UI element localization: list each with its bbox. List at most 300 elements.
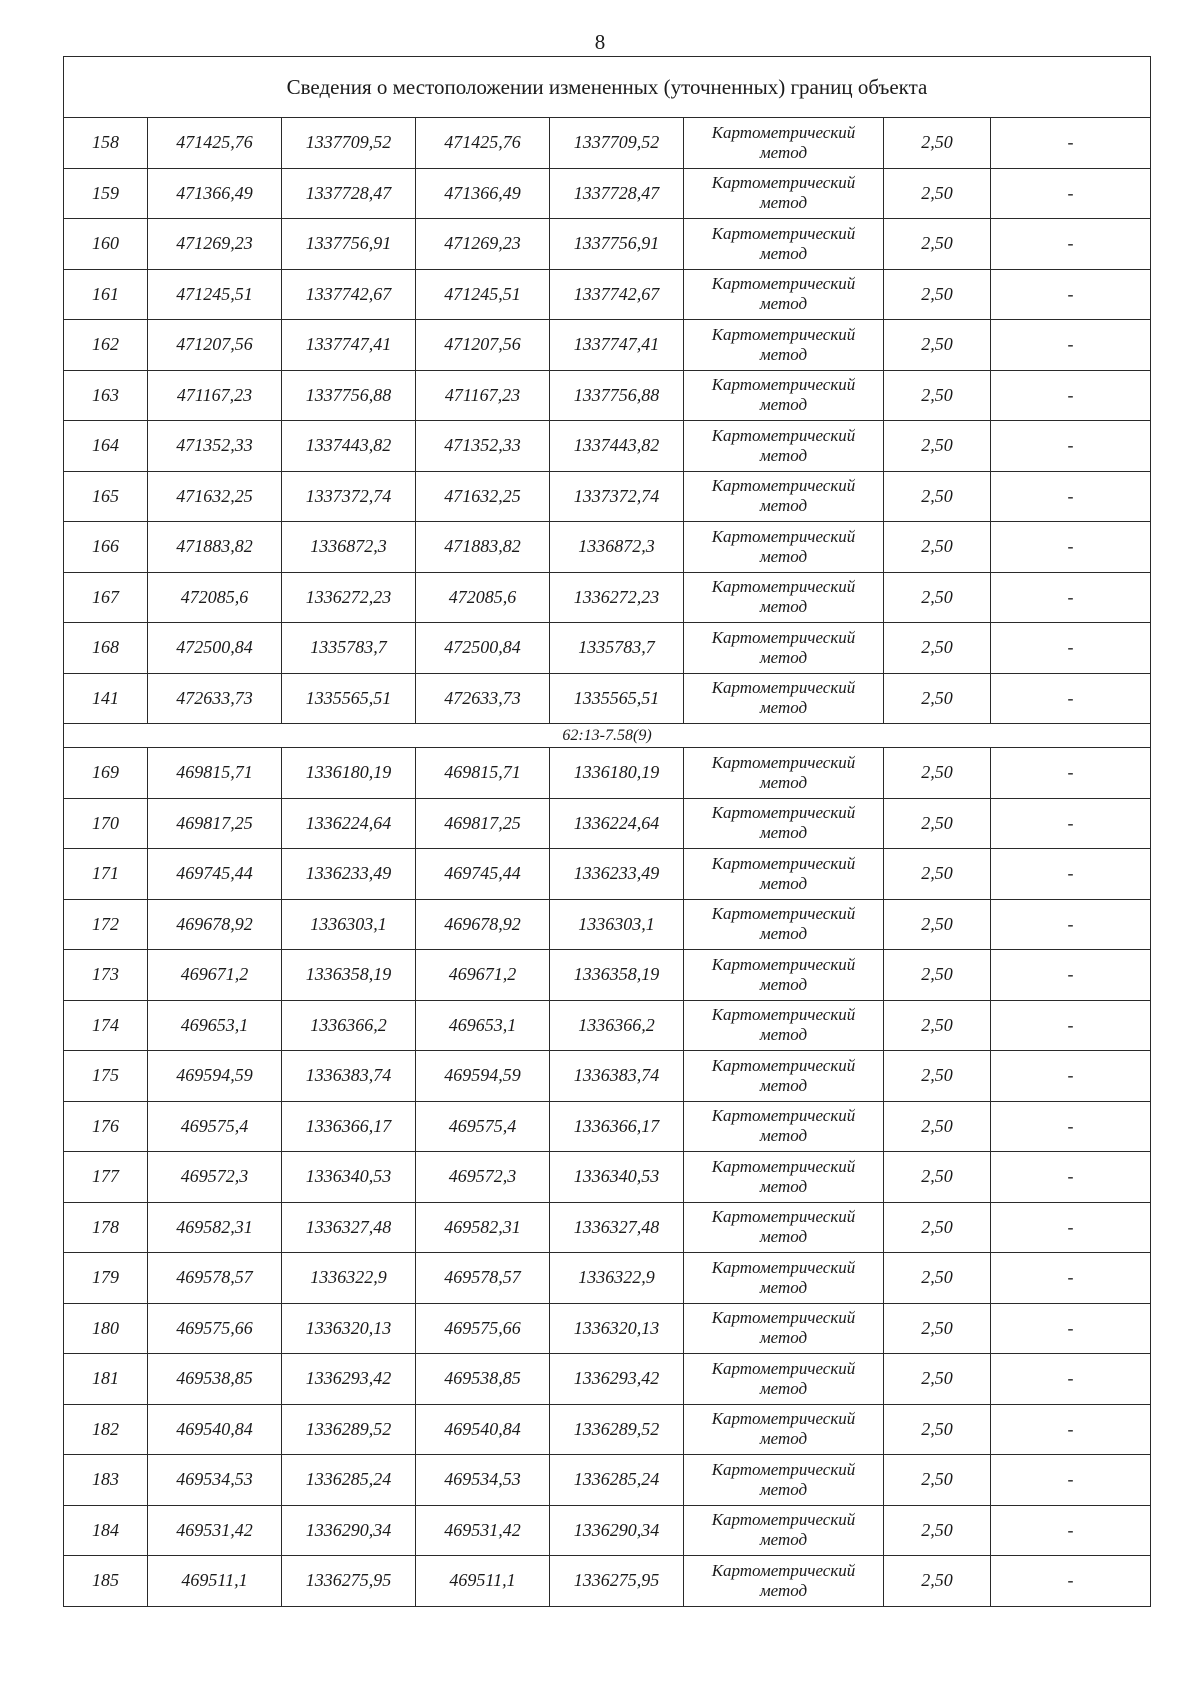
point-number: 178 (64, 1202, 148, 1253)
method-label-line2: метод (759, 924, 808, 944)
accuracy-value: 2,50 (884, 1505, 991, 1556)
table-row (64, 849, 1151, 900)
method-cell (684, 1455, 884, 1506)
point-number: 169 (64, 748, 148, 799)
description-dash: - (991, 748, 1151, 799)
existing-x: 471207,56 (148, 320, 282, 371)
method-cell (684, 118, 884, 169)
existing-x: 469582,31 (148, 1202, 282, 1253)
existing-y: 1337709,52 (282, 118, 416, 169)
refined-y: 1337756,91 (550, 219, 684, 270)
existing-x: 469575,66 (148, 1303, 282, 1354)
table-row (64, 748, 1151, 799)
existing-y: 1336224,64 (282, 798, 416, 849)
method-label-line2: метод (759, 772, 808, 792)
existing-x: 472500,84 (148, 623, 282, 674)
accuracy-value: 2,50 (884, 269, 991, 320)
table-row (64, 798, 1151, 849)
method-label-line2: метод (759, 1025, 808, 1045)
method-label-line1: Картометрический (711, 1459, 856, 1479)
existing-y: 1336272,23 (282, 572, 416, 623)
existing-x: 472633,73 (148, 673, 282, 724)
refined-y: 1336327,48 (550, 1202, 684, 1253)
refined-x: 469572,3 (416, 1152, 550, 1203)
existing-x: 469594,59 (148, 1051, 282, 1102)
accuracy-value: 2,50 (884, 421, 991, 472)
description-dash: - (991, 673, 1151, 724)
method-label-line1: Картометрический (711, 678, 856, 698)
method-label-line2: метод (759, 496, 808, 516)
refined-y: 1336285,24 (550, 1455, 684, 1506)
existing-y: 1336366,2 (282, 1000, 416, 1051)
method-cell (684, 748, 884, 799)
boundary-coordinates-table (63, 56, 1151, 1607)
description-dash: - (991, 522, 1151, 573)
refined-x: 471245,51 (416, 269, 550, 320)
point-number: 182 (64, 1404, 148, 1455)
method-cell (684, 798, 884, 849)
refined-x: 469534,53 (416, 1455, 550, 1506)
method-label-line1: Картометрический (711, 954, 856, 974)
point-number: 164 (64, 421, 148, 472)
description-dash: - (991, 1101, 1151, 1152)
method-label-line1: Картометрический (711, 223, 856, 243)
accuracy-value: 2,50 (884, 370, 991, 421)
section-row (64, 724, 1151, 748)
description-dash: - (991, 798, 1151, 849)
existing-x: 469540,84 (148, 1404, 282, 1455)
method-label-line2: метод (759, 974, 808, 994)
method-label-line2: метод (759, 344, 808, 364)
accuracy-value: 2,50 (884, 1354, 991, 1405)
method-cell (684, 522, 884, 573)
method-label-line2: метод (759, 597, 808, 617)
method-label-line1: Картометрический (711, 375, 856, 395)
method-label-line1: Картометрический (711, 1005, 856, 1025)
refined-x: 469538,85 (416, 1354, 550, 1405)
table-row (64, 899, 1151, 950)
method-label-line2: метод (759, 294, 808, 314)
refined-y: 1337756,88 (550, 370, 684, 421)
point-number: 181 (64, 1354, 148, 1405)
existing-x: 471366,49 (148, 168, 282, 219)
table-row (64, 950, 1151, 1001)
method-cell (684, 471, 884, 522)
existing-x: 471352,33 (148, 421, 282, 472)
existing-y: 1336872,3 (282, 522, 416, 573)
refined-x: 469815,71 (416, 748, 550, 799)
method-cell (684, 421, 884, 472)
point-number: 141 (64, 673, 148, 724)
method-label-line2: метод (759, 1530, 808, 1550)
method-label-line2: метод (759, 1328, 808, 1348)
existing-y: 1336322,9 (282, 1253, 416, 1304)
accuracy-value: 2,50 (884, 1000, 991, 1051)
existing-x: 471425,76 (148, 118, 282, 169)
method-cell (684, 219, 884, 270)
method-label-line1: Картометрический (711, 425, 856, 445)
description-dash: - (991, 118, 1151, 169)
accuracy-value: 2,50 (884, 1404, 991, 1455)
refined-x: 472633,73 (416, 673, 550, 724)
accuracy-value: 2,50 (884, 1202, 991, 1253)
existing-x: 469817,25 (148, 798, 282, 849)
method-label-line1: Картометрический (711, 627, 856, 647)
method-label-line2: метод (759, 1277, 808, 1297)
accuracy-value: 2,50 (884, 673, 991, 724)
point-number: 167 (64, 572, 148, 623)
method-cell (684, 1051, 884, 1102)
existing-y: 1336358,19 (282, 950, 416, 1001)
existing-y: 1336327,48 (282, 1202, 416, 1253)
table-row (64, 1000, 1151, 1051)
point-number: 166 (64, 522, 148, 573)
accuracy-value: 2,50 (884, 1152, 991, 1203)
existing-y: 1336275,95 (282, 1556, 416, 1607)
method-cell (684, 1000, 884, 1051)
table-row (64, 1556, 1151, 1607)
method-label-line1: Картометрический (711, 1308, 856, 1328)
method-cell (684, 1303, 884, 1354)
existing-y: 1336285,24 (282, 1455, 416, 1506)
description-dash: - (991, 471, 1151, 522)
refined-x: 469653,1 (416, 1000, 550, 1051)
method-cell (684, 1101, 884, 1152)
existing-y: 1336303,1 (282, 899, 416, 950)
description-dash: - (991, 849, 1151, 900)
refined-x: 469671,2 (416, 950, 550, 1001)
existing-x: 469671,2 (148, 950, 282, 1001)
refined-y: 1336383,74 (550, 1051, 684, 1102)
refined-x: 471207,56 (416, 320, 550, 371)
method-label-line2: метод (759, 823, 808, 843)
method-label-line1: Картометрический (711, 1560, 856, 1580)
method-label-line1: Картометрический (711, 476, 856, 496)
point-number: 171 (64, 849, 148, 900)
point-number: 177 (64, 1152, 148, 1203)
refined-x: 469578,57 (416, 1253, 550, 1304)
point-number: 184 (64, 1505, 148, 1556)
existing-y: 1337756,91 (282, 219, 416, 270)
existing-x: 471245,51 (148, 269, 282, 320)
table-row (64, 1505, 1151, 1556)
accuracy-value: 2,50 (884, 1556, 991, 1607)
table-title: Сведения о местоположении измененных (уточненных) границ объекта (64, 57, 1151, 118)
description-dash: - (991, 1505, 1151, 1556)
method-label-line1: Картометрический (711, 1156, 856, 1176)
existing-x: 472085,6 (148, 572, 282, 623)
existing-x: 469572,3 (148, 1152, 282, 1203)
description-dash: - (991, 421, 1151, 472)
accuracy-value: 2,50 (884, 623, 991, 674)
refined-x: 469575,4 (416, 1101, 550, 1152)
method-cell (684, 1556, 884, 1607)
point-number: 179 (64, 1253, 148, 1304)
table-row (64, 219, 1151, 270)
description-dash: - (991, 1303, 1151, 1354)
table-row (64, 1202, 1151, 1253)
refined-y: 1336293,42 (550, 1354, 684, 1405)
point-number: 180 (64, 1303, 148, 1354)
point-number: 165 (64, 471, 148, 522)
description-dash: - (991, 950, 1151, 1001)
refined-y: 1336290,34 (550, 1505, 684, 1556)
method-cell (684, 1253, 884, 1304)
method-label-line1: Картометрический (711, 1358, 856, 1378)
refined-x: 469540,84 (416, 1404, 550, 1455)
method-label-line1: Картометрический (711, 324, 856, 344)
method-cell (684, 1354, 884, 1405)
existing-y: 1336233,49 (282, 849, 416, 900)
point-number: 163 (64, 370, 148, 421)
accuracy-value: 2,50 (884, 748, 991, 799)
refined-y: 1335783,7 (550, 623, 684, 674)
description-dash: - (991, 1051, 1151, 1102)
refined-y: 1336366,17 (550, 1101, 684, 1152)
method-label-line1: Картометрический (711, 122, 856, 142)
refined-y: 1337443,82 (550, 421, 684, 472)
method-label-line2: метод (759, 243, 808, 263)
method-label-line2: метод (759, 1075, 808, 1095)
description-dash: - (991, 1455, 1151, 1506)
description-dash: - (991, 623, 1151, 674)
method-cell (684, 950, 884, 1001)
point-number: 185 (64, 1556, 148, 1607)
existing-y: 1336180,19 (282, 748, 416, 799)
page-number: 8 (594, 30, 606, 54)
method-cell (684, 1152, 884, 1203)
existing-x: 469538,85 (148, 1354, 282, 1405)
description-dash: - (991, 572, 1151, 623)
point-number: 158 (64, 118, 148, 169)
refined-x: 469745,44 (416, 849, 550, 900)
method-cell (684, 673, 884, 724)
method-label-line1: Картометрический (711, 1106, 856, 1126)
description-dash: - (991, 320, 1151, 371)
accuracy-value: 2,50 (884, 471, 991, 522)
accuracy-value: 2,50 (884, 950, 991, 1001)
table-row (64, 1253, 1151, 1304)
table-row (64, 673, 1151, 724)
method-label-line1: Картометрический (711, 752, 856, 772)
refined-y: 1337709,52 (550, 118, 684, 169)
description-dash: - (991, 370, 1151, 421)
table-row (64, 370, 1151, 421)
description-dash: - (991, 1253, 1151, 1304)
method-label-line2: метод (759, 1126, 808, 1146)
accuracy-value: 2,50 (884, 1455, 991, 1506)
table-row (64, 1303, 1151, 1354)
accuracy-value: 2,50 (884, 1253, 991, 1304)
refined-y: 1336224,64 (550, 798, 684, 849)
refined-x: 469511,1 (416, 1556, 550, 1607)
existing-x: 469534,53 (148, 1455, 282, 1506)
method-cell (684, 320, 884, 371)
method-cell (684, 1505, 884, 1556)
table-row (64, 623, 1151, 674)
description-dash: - (991, 1354, 1151, 1405)
method-cell (684, 370, 884, 421)
refined-x: 469575,66 (416, 1303, 550, 1354)
refined-y: 1336289,52 (550, 1404, 684, 1455)
method-label-line1: Картометрический (711, 274, 856, 294)
existing-x: 469745,44 (148, 849, 282, 900)
existing-y: 1336290,34 (282, 1505, 416, 1556)
refined-y: 1336180,19 (550, 748, 684, 799)
point-number: 174 (64, 1000, 148, 1051)
existing-y: 1337728,47 (282, 168, 416, 219)
existing-x: 469678,92 (148, 899, 282, 950)
method-label-line2: метод (759, 1176, 808, 1196)
existing-y: 1336320,13 (282, 1303, 416, 1354)
table-row (64, 1051, 1151, 1102)
method-label-line2: метод (759, 1479, 808, 1499)
method-label-line2: метод (759, 873, 808, 893)
accuracy-value: 2,50 (884, 1051, 991, 1102)
accuracy-value: 2,50 (884, 1303, 991, 1354)
point-number: 168 (64, 623, 148, 674)
refined-x: 471269,23 (416, 219, 550, 270)
refined-x: 471632,25 (416, 471, 550, 522)
refined-x: 471425,76 (416, 118, 550, 169)
accuracy-value: 2,50 (884, 849, 991, 900)
table-row (64, 320, 1151, 371)
accuracy-value: 2,50 (884, 118, 991, 169)
method-label-line1: Картометрический (711, 173, 856, 193)
point-number: 183 (64, 1455, 148, 1506)
method-cell (684, 1202, 884, 1253)
description-dash: - (991, 899, 1151, 950)
method-label-line2: метод (759, 395, 808, 415)
accuracy-value: 2,50 (884, 899, 991, 950)
existing-y: 1337747,41 (282, 320, 416, 371)
point-number: 159 (64, 168, 148, 219)
refined-y: 1336340,53 (550, 1152, 684, 1203)
method-label-line1: Картометрический (711, 1510, 856, 1530)
refined-y: 1336320,13 (550, 1303, 684, 1354)
description-dash: - (991, 168, 1151, 219)
point-number: 160 (64, 219, 148, 270)
table-row (64, 118, 1151, 169)
method-label-line1: Картометрический (711, 904, 856, 924)
existing-y: 1336383,74 (282, 1051, 416, 1102)
method-label-line1: Картометрический (711, 803, 856, 823)
method-label-line2: метод (759, 1378, 808, 1398)
refined-y: 1336358,19 (550, 950, 684, 1001)
point-number: 162 (64, 320, 148, 371)
table-row (64, 572, 1151, 623)
refined-y: 1337747,41 (550, 320, 684, 371)
refined-x: 472500,84 (416, 623, 550, 674)
method-label-line1: Картометрический (711, 1207, 856, 1227)
method-label-line2: метод (759, 647, 808, 667)
refined-x: 469678,92 (416, 899, 550, 950)
table-row (64, 1455, 1151, 1506)
accuracy-value: 2,50 (884, 798, 991, 849)
refined-y: 1336275,95 (550, 1556, 684, 1607)
table-title-row (64, 57, 1151, 118)
existing-x: 469511,1 (148, 1556, 282, 1607)
method-label-line2: метод (759, 1227, 808, 1247)
accuracy-value: 2,50 (884, 522, 991, 573)
method-label-line2: метод (759, 193, 808, 213)
existing-y: 1337742,67 (282, 269, 416, 320)
refined-x: 471883,82 (416, 522, 550, 573)
existing-y: 1335565,51 (282, 673, 416, 724)
method-label-line2: метод (759, 546, 808, 566)
method-cell (684, 168, 884, 219)
description-dash: - (991, 1152, 1151, 1203)
existing-x: 469531,42 (148, 1505, 282, 1556)
method-label-line1: Картометрический (711, 526, 856, 546)
existing-y: 1337443,82 (282, 421, 416, 472)
refined-y: 1336303,1 (550, 899, 684, 950)
point-number: 176 (64, 1101, 148, 1152)
existing-x: 471883,82 (148, 522, 282, 573)
method-label-line2: метод (759, 1429, 808, 1449)
point-number: 175 (64, 1051, 148, 1102)
refined-x: 472085,6 (416, 572, 550, 623)
existing-x: 471167,23 (148, 370, 282, 421)
existing-y: 1337372,74 (282, 471, 416, 522)
refined-y: 1336872,3 (550, 522, 684, 573)
table-row (64, 1101, 1151, 1152)
point-number: 161 (64, 269, 148, 320)
refined-y: 1337372,74 (550, 471, 684, 522)
method-cell (684, 572, 884, 623)
description-dash: - (991, 1000, 1151, 1051)
existing-x: 469578,57 (148, 1253, 282, 1304)
accuracy-value: 2,50 (884, 219, 991, 270)
refined-y: 1337742,67 (550, 269, 684, 320)
refined-x: 471366,49 (416, 168, 550, 219)
existing-y: 1336340,53 (282, 1152, 416, 1203)
method-cell (684, 849, 884, 900)
refined-x: 471167,23 (416, 370, 550, 421)
table-row (64, 1354, 1151, 1405)
refined-y: 1336322,9 (550, 1253, 684, 1304)
refined-y: 1337728,47 (550, 168, 684, 219)
method-cell (684, 1404, 884, 1455)
existing-y: 1337756,88 (282, 370, 416, 421)
existing-y: 1335783,7 (282, 623, 416, 674)
existing-y: 1336366,17 (282, 1101, 416, 1152)
accuracy-value: 2,50 (884, 168, 991, 219)
existing-y: 1336293,42 (282, 1354, 416, 1405)
existing-y: 1336289,52 (282, 1404, 416, 1455)
description-dash: - (991, 1202, 1151, 1253)
method-cell (684, 899, 884, 950)
existing-x: 471632,25 (148, 471, 282, 522)
refined-y: 1336366,2 (550, 1000, 684, 1051)
accuracy-value: 2,50 (884, 1101, 991, 1152)
existing-x: 471269,23 (148, 219, 282, 270)
description-dash: - (991, 219, 1151, 270)
method-label-line2: метод (759, 445, 808, 465)
table-row (64, 421, 1151, 472)
existing-x: 469653,1 (148, 1000, 282, 1051)
existing-x: 469815,71 (148, 748, 282, 799)
table-row (64, 168, 1151, 219)
table-row (64, 522, 1151, 573)
table-row (64, 269, 1151, 320)
method-cell (684, 269, 884, 320)
accuracy-value: 2,50 (884, 572, 991, 623)
section-label: 62:13-7.58(9) (64, 724, 1151, 748)
refined-x: 471352,33 (416, 421, 550, 472)
method-label-line1: Картометрический (711, 1055, 856, 1075)
refined-x: 469594,59 (416, 1051, 550, 1102)
